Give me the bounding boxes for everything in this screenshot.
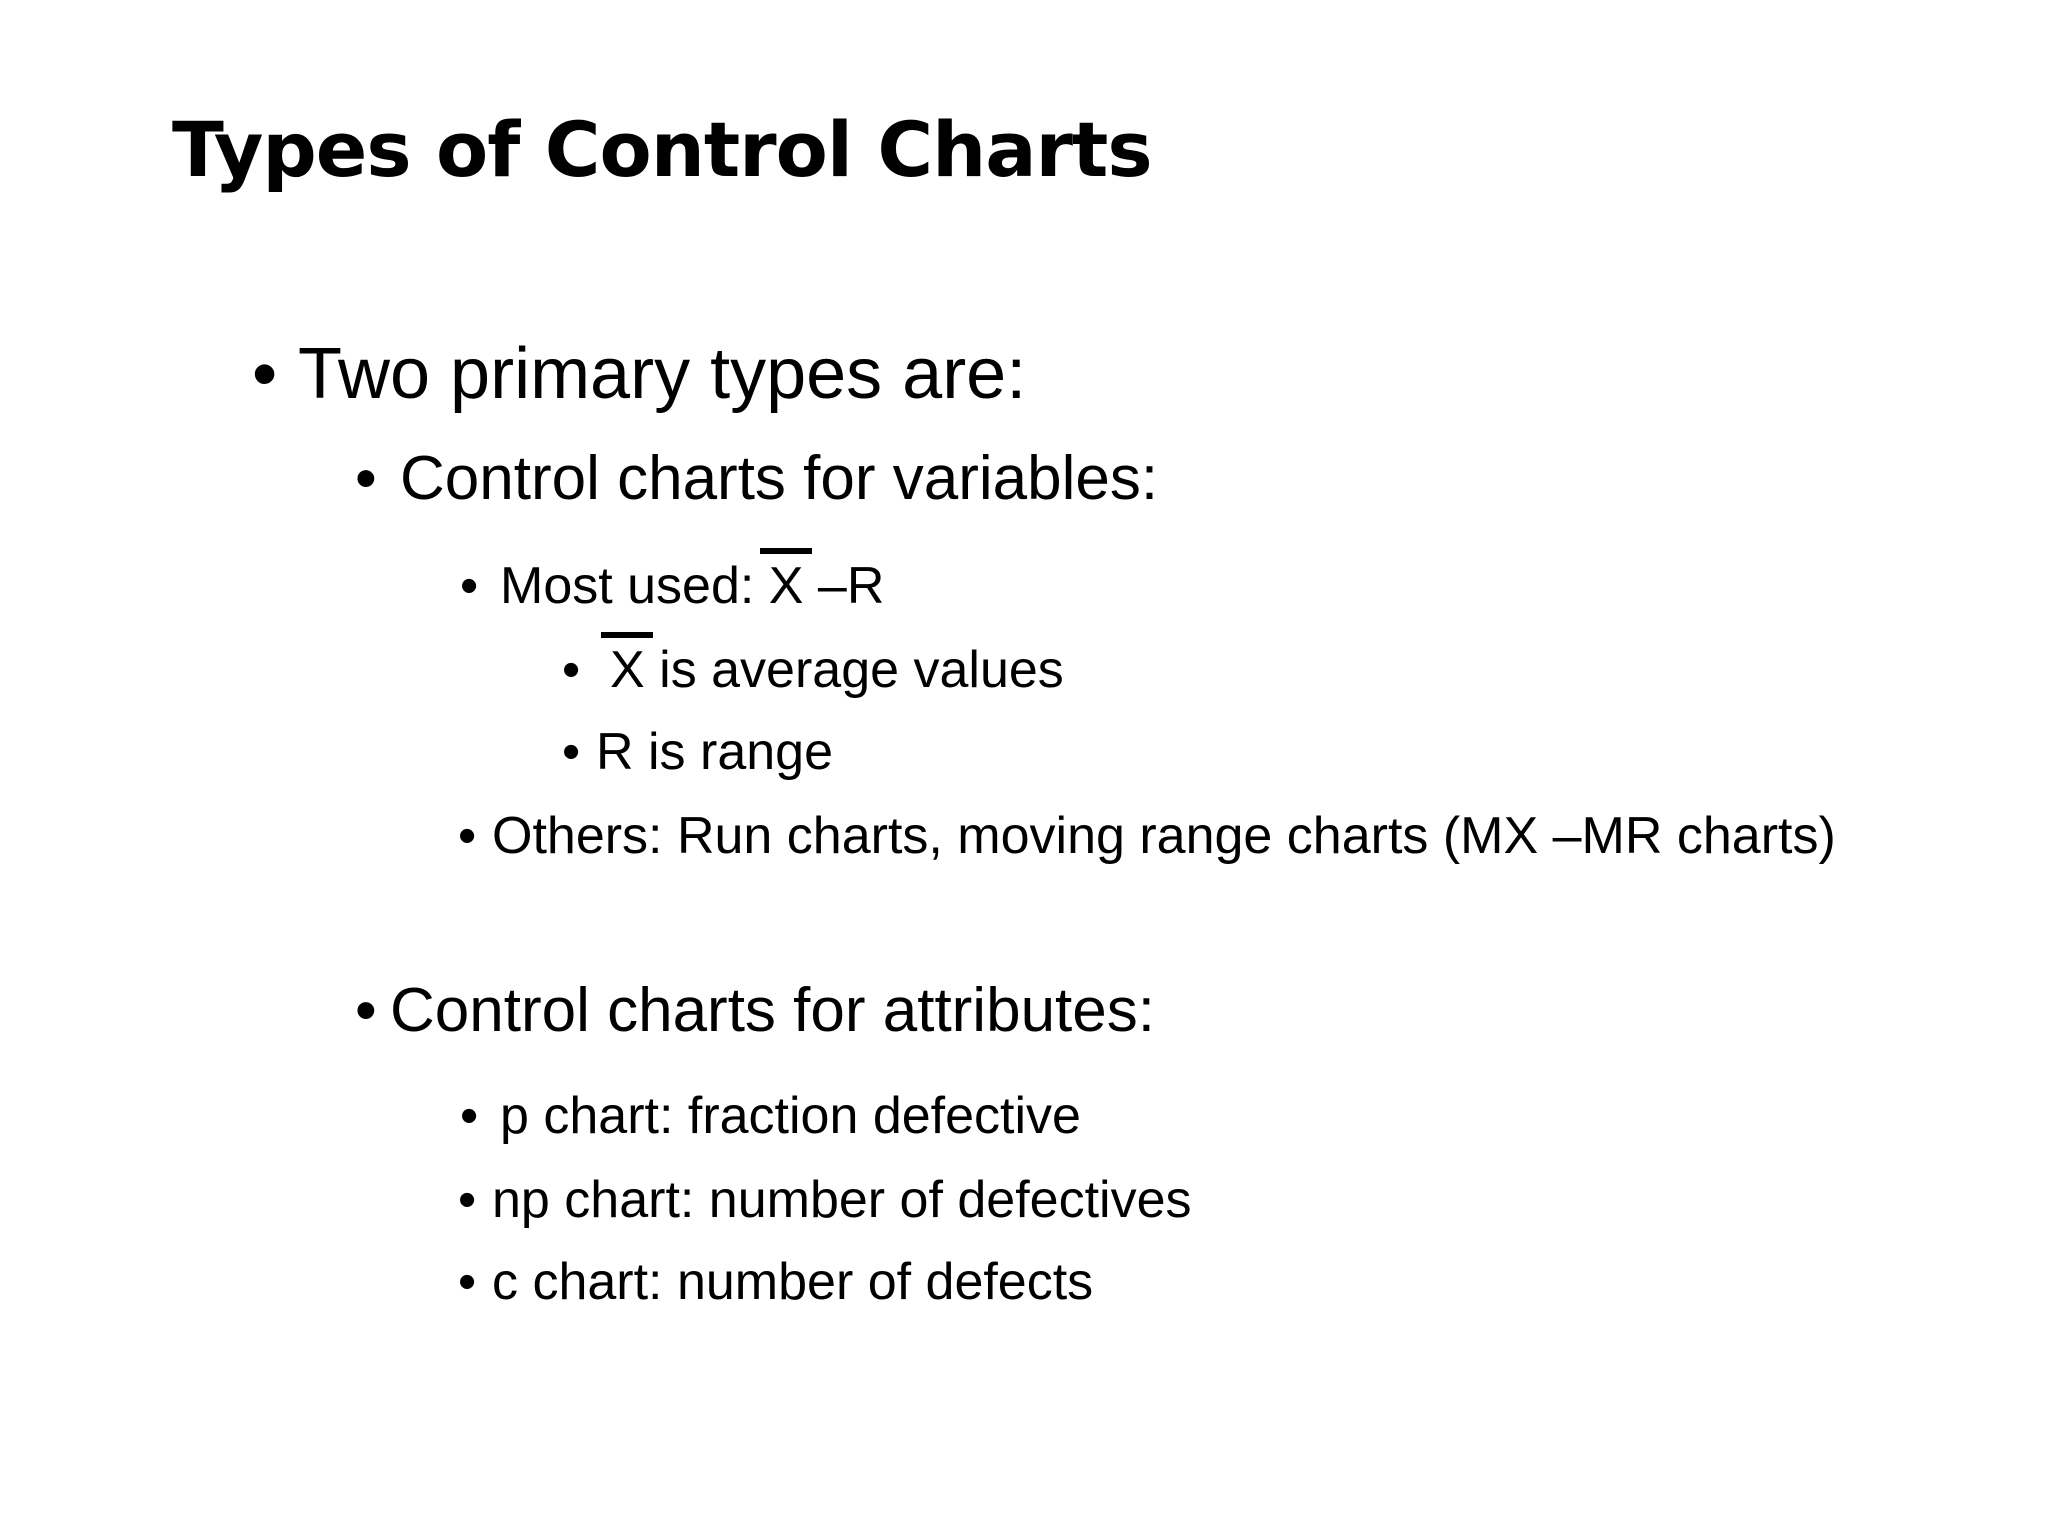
bullet-x-average xyxy=(610,641,1064,699)
bullet-dot: • xyxy=(460,557,479,615)
bullet-dot: • xyxy=(458,1253,477,1311)
bullet-control-charts-variables: Control charts for variables: xyxy=(400,444,1159,513)
bullet-p-chart: p chart: fraction defective xyxy=(500,1087,1081,1145)
bullet-c-chart: c chart: number of defects xyxy=(492,1253,1094,1311)
bullet-dot: • xyxy=(252,334,278,414)
bullet-two-primary-types: Two primary types are: xyxy=(298,334,1027,414)
bullet-dot: • xyxy=(355,444,377,513)
x-bar-symbol: X xyxy=(768,557,804,615)
most-used-suffix: –R xyxy=(803,557,885,615)
x-bar-symbol: X xyxy=(610,641,645,699)
bullet-most-used xyxy=(500,557,885,615)
bullet-np-chart: np chart: number of defectives xyxy=(492,1171,1192,1229)
slide-title: Types of Control Charts xyxy=(172,105,1152,194)
bullet-others: Others: Run charts, moving range charts (MX –MR charts) xyxy=(492,807,1836,865)
most-used-prefix: Most used: xyxy=(500,557,769,615)
bullet-control-charts-attributes: Control charts for attributes: xyxy=(390,976,1155,1045)
bullet-dot: • xyxy=(562,723,581,781)
bullet-dot: • xyxy=(562,641,581,699)
bullet-dot: • xyxy=(460,1087,479,1145)
bullet-dot: • xyxy=(355,976,377,1045)
bullet-dot: • xyxy=(458,807,477,865)
bullet-dot: • xyxy=(458,1171,477,1229)
bullet-r-range: R is range xyxy=(596,723,833,781)
x-average-text: is average values xyxy=(644,641,1064,699)
